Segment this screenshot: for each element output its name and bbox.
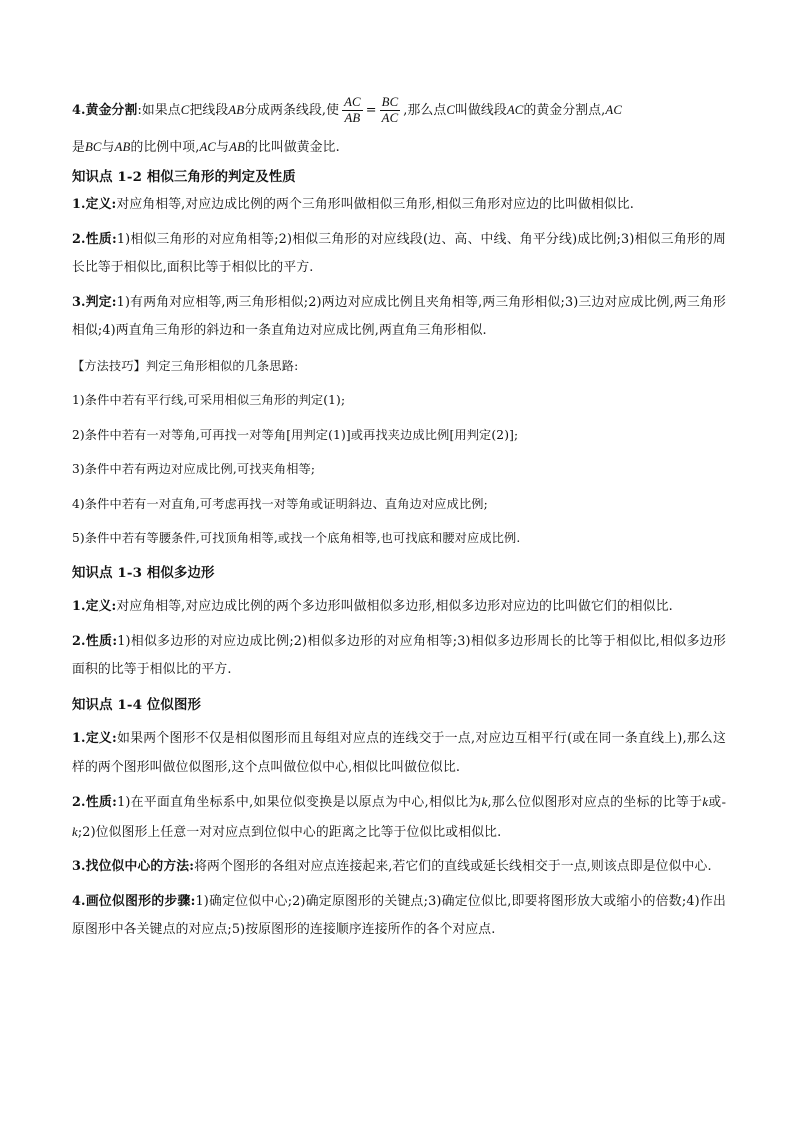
homothety-properties: 2.性质:1)在平面直角坐标系中,如果位似变换是以原点为中心,相似比为k,那么位似图形对应点的坐标的比等于k或-k;2)位似图形上任意一对对应点到位似中心的距离之比等于位似比或相似比. (72, 795, 726, 840)
method-tip-4: 4)条件中若有一对直角,可考虑再找一对等角或证明斜边、直角边对应成比例; (72, 496, 488, 511)
homothety-center-method: 3.找位似中心的方法:将两个图形的各组对应点连接起来,若它们的直线或延长线相交于一点,则该点即是位似中心. (72, 859, 712, 874)
section-heading-1-4: 知识点 1-4 位似图形 (72, 696, 202, 713)
method-tip-5: 5)条件中若有等腰条件,可找顶角相等,或找一个底角相等,也可找底和腰对应成比例. (72, 531, 521, 545)
golden-section-label: 4.黄金分割 (72, 103, 138, 118)
section-heading-1-2: 知识点 1-2 相似三角形的判定及性质 (72, 168, 296, 185)
method-tip-2: 2)条件中若有一对等角,可再找一对等角[用判定(1)]或再找夹边成比例[用判定(2)]; (72, 427, 519, 442)
fraction-bc-ac: $\frac{BC}{AC}$ (381, 95, 399, 125)
method-tip-3: 3)条件中若有两边对应成比例,可找夹角相等; (72, 462, 316, 476)
polygon-definition: 1.定义:对应角相等,对应边成比例的两个多边形叫做相似多边形,相似多边形对应边的比叫做它们的相似比. (72, 599, 673, 614)
document-page (72, 88, 726, 945)
triangle-definition: 1.定义:对应角相等,对应边成比例的两个三角形叫做相似三角形,相似三角形对应边的比叫做相似比. (72, 197, 635, 212)
homothety-definition: 1.定义:如果两个图形不仅是相似图形而且每组对应点的连线交于一点,对应边互相平行(或在同一条直线上),那么这样的两个图形叫做位似图形,这个点叫做位似中心,相似比叫做位似比. (72, 731, 726, 775)
polygon-properties: 2.性质:1)相似多边形的对应边成比例;2)相似多边形的对应角相等;3)相似多边形周长的比等于相似比,相似多边形面积的比等于相似比的平方. (72, 633, 726, 677)
homothety-drawing-steps: 4.画位似图形的步骤:1)确定位似中心;2)确定原图形的关键点;3)确定位似比,即要将图形放大或缩小的倍数;4)作出原图形中各关键点的对应点;5)按原图形的连接顺序连接所作的各个对应点. (72, 893, 726, 937)
method-tips-title: 【方法技巧】判定三角形相似的几条思路: (72, 358, 299, 373)
triangle-criteria: 3.判定:1)有两角对应相等,两三角形相似;2)两边对应成比例且夹角相等,两三角形相似;3)三边对应成比例,两三角形相似;4)两直角三角形的斜边和一条直角边对应成比例,两直角三角形相似. (72, 294, 726, 338)
section-heading-1-3: 知识点 1-3 相似多边形 (72, 564, 215, 581)
golden-section-paragraph-cont: 是BC与AB的比例中项,AC与AB的比叫做黄金比. (72, 140, 340, 155)
triangle-properties: 2.性质:1)相似三角形的对应角相等;2)相似三角形的对应线段(边、高、中线、角平分线)成比例;3)相似三角形的周长比等于相似比,面积比等于相似比的平方. (72, 231, 726, 275)
fraction-ac-ab: $\frac{AC}{AB}$ (344, 95, 361, 125)
method-tip-1: 1)条件中若有平行线,可采用相似三角形的判定(1); (72, 393, 346, 407)
golden-section-paragraph: 4.黄金分割:如果点C把线段AB分成两条线段,使 $\frac{AC}{AB}$ = $\frac{BC}{AC}$ ,那么点C叫做线段AC的黄金分割点,AC (72, 95, 623, 125)
